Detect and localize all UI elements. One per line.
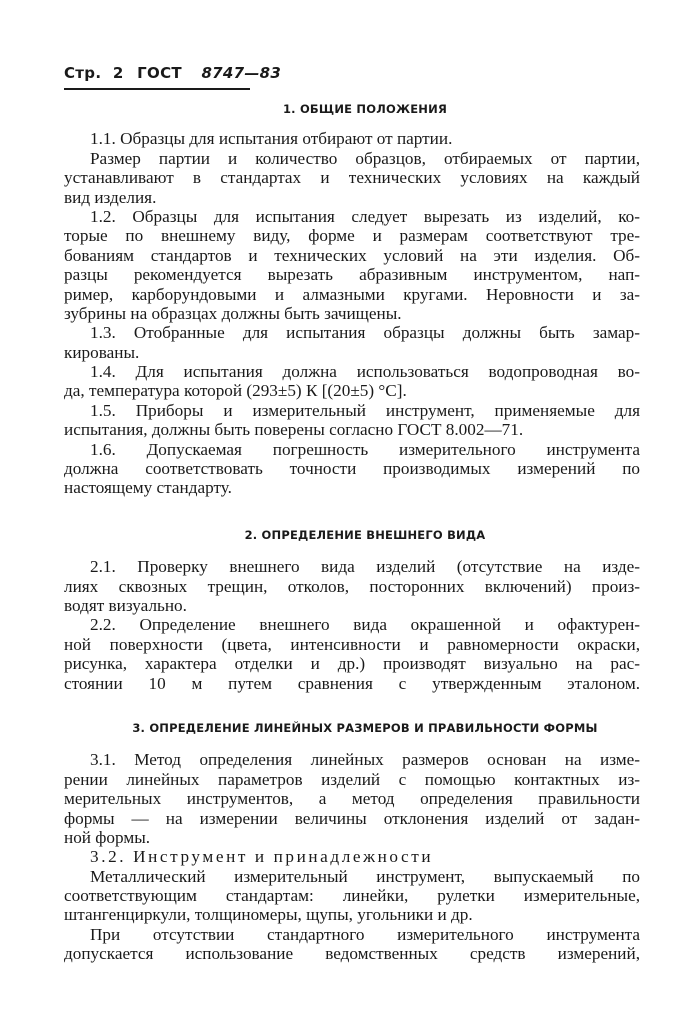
paragraph-line: При отсутствии стандартного измерительного инструмента xyxy=(90,924,640,944)
paragraph-line: ной поверхности (цвета, интенсивности и равномерности окраски, xyxy=(64,634,640,654)
paragraph-line: водят визуально. xyxy=(64,595,187,615)
paragraph-line: 1.4. Для испытания должна использоваться водопроводная во- xyxy=(90,362,640,382)
paragraph-line: штангенциркули, толщиномеры, щупы, угольники и др. xyxy=(64,905,473,925)
paragraph-line: бованиям стандартов и технических условий на эти изделия. Об- xyxy=(64,245,640,265)
paragraph-line: торые по внешнему виду, форме и размерам соответствуют тре- xyxy=(64,226,640,246)
paragraph-line: 1.6. Допускаемая погрешность измерительного инструмента xyxy=(90,439,640,459)
paragraph-line: устанавливают в стандартах и технических условиях на каждый xyxy=(64,168,640,188)
paragraph-line: соответствующим стандартам: линейки, рулетки измерительные, xyxy=(64,886,640,906)
paragraph-line: разцы рекомендуется вырезать абразивным инструментом, нап- xyxy=(64,265,640,285)
paragraph-line: 2.2. Определение внешнего вида окрашенной и офактурен- xyxy=(90,615,640,635)
paragraph-line: 1.5. Приборы и измерительный инструмент, применяемые для xyxy=(90,400,640,420)
paragraph-line: 3.1. Метод определения линейных размеров основан на изме- xyxy=(90,750,640,770)
paragraph-line: формы — на измерении величины отклонения изделий от задан- xyxy=(64,808,640,828)
section-heading: 1. ОБЩИЕ ПОЛОЖЕНИЯ xyxy=(282,102,447,116)
paragraph-line: лиях сквозных трещин, отколов, посторонних включений) произ- xyxy=(64,576,640,596)
paragraph-line: испытания, должны быть поверены согласно ГОСТ 8.002—71. xyxy=(64,420,524,440)
standard-code: 8747—83 xyxy=(201,64,282,82)
paragraph-line: вид изделия. xyxy=(64,187,157,207)
paragraph-line: должна соответствовать точности производимых измерений по xyxy=(64,459,640,479)
paragraph-line: 1.3. Отобранные для испытания образцы должны быть замар- xyxy=(90,323,640,343)
subsection-heading: 3.2. Инструмент и принадлежности xyxy=(90,847,434,867)
page-number: 2 xyxy=(112,64,124,82)
paragraph-line: 1.1. Образцы для испытания отбирают от партии. xyxy=(90,129,453,149)
header-rule xyxy=(64,88,250,90)
page-label: Стр. xyxy=(64,64,102,82)
paragraph-line: мерительных инструментов, а метод определения правильности xyxy=(64,789,640,809)
paragraph-line: кированы. xyxy=(64,342,140,362)
section-heading: 3. ОПРЕДЕЛЕНИЕ ЛИНЕЙНЫХ РАЗМЕРОВ И ПРАВИЛЬНОСТИ ФОРМЫ xyxy=(132,720,598,735)
paragraph-line: Металлический измерительный инструмент, выпускаемый по xyxy=(90,866,640,886)
section-heading: 2. ОПРЕДЕЛЕНИЕ ВНЕШНЕГО ВИДА xyxy=(244,527,486,542)
document-body xyxy=(64,100,640,964)
paragraph-line: стоянии 10 м путем сравнения с утвержденным эталоном. xyxy=(64,673,640,693)
paragraph-line: да, температура которой (293±5) К [(20±5) °С]. xyxy=(64,381,407,401)
standard-label: ГОСТ xyxy=(137,64,182,82)
paragraph-line: зубрины на образцах должны быть зачищены. xyxy=(64,303,402,323)
running-header xyxy=(64,64,281,82)
paragraph-line: ример, карборундовыми и алмазными кругами. Неровности и за- xyxy=(64,284,640,304)
paragraph-line: настоящему стандарту. xyxy=(64,478,232,498)
paragraph-line: 2.1. Проверку внешнего вида изделий (отсутствие на изде- xyxy=(90,557,640,577)
paragraph-line: допускается использование ведомственных средств измерений, xyxy=(64,944,640,964)
paragraph-line: ной формы. xyxy=(64,827,151,847)
paragraph-line: 1.2. Образцы для испытания следует вырезать из изделий, ко- xyxy=(90,206,640,226)
paragraph-line: Размер партии и количество образцов, отбираемых от партии, xyxy=(90,148,640,168)
paragraph-line: рисунка, характера отделки и др.) производят визуально на рас- xyxy=(64,654,640,674)
paragraph-line: рении линейных параметров изделий с помощью контактных из- xyxy=(64,769,640,789)
